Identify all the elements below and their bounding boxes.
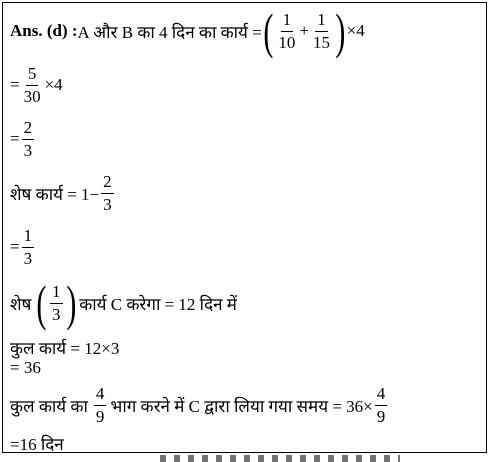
- numerator: 1: [281, 10, 294, 32]
- times-four: ×4: [44, 75, 63, 95]
- numerator: 1: [315, 10, 328, 32]
- remaining-work-text: शेष कार्य = 1−: [10, 184, 100, 204]
- right-paren: ): [335, 3, 346, 59]
- fraction-work-text: कुल कार्य का: [10, 396, 88, 416]
- fraction-1-10: [276, 10, 297, 52]
- fraction-5-30: [22, 64, 43, 106]
- numerator: 1: [50, 282, 63, 304]
- numerator: 5: [26, 64, 39, 86]
- left-paren: (: [36, 275, 47, 331]
- left-paren: (: [263, 3, 274, 59]
- time-taken-text: भाग करने में C द्वारा लिया गया समय = 36×: [110, 396, 373, 416]
- line-8: [10, 358, 41, 378]
- line-2: [10, 64, 63, 106]
- fraction-1-15: [311, 10, 332, 52]
- line-1-text: A और B का 4 दिन का कार्य =: [77, 22, 262, 42]
- denominator: 3: [52, 304, 61, 324]
- line-1: [10, 3, 365, 59]
- fraction-2-3: [22, 118, 35, 160]
- denominator: 15: [313, 32, 331, 52]
- denominator: 3: [103, 194, 112, 214]
- line-9: [10, 384, 389, 426]
- final-answer: =16 दिन: [10, 435, 64, 454]
- line-7: [10, 336, 119, 359]
- c-will-do-text: कार्य C करेगा = 12 दिन में: [79, 294, 237, 314]
- fraction-4-9: [94, 384, 107, 426]
- numerator: 4: [375, 384, 388, 406]
- numerator: 2: [22, 118, 35, 140]
- denominator: 9: [95, 406, 105, 426]
- fraction-2-3: [101, 172, 114, 214]
- line-5: [10, 226, 36, 268]
- numerator: 2: [101, 172, 114, 194]
- equals: =: [10, 237, 20, 257]
- line-3: [10, 118, 36, 160]
- total-work-text: कुल कार्य = 12×3: [10, 339, 120, 358]
- equals: =: [10, 75, 20, 95]
- right-paren: ): [65, 275, 76, 331]
- denominator: 3: [23, 248, 33, 268]
- answer-label: Ans. (d) :: [10, 21, 78, 40]
- denominator: 30: [23, 86, 41, 106]
- cut-off-text-fragment: [160, 455, 400, 462]
- line-10: [10, 432, 64, 455]
- fraction-1-3: [22, 226, 35, 268]
- fraction-4-9: [375, 384, 388, 426]
- plus-sign: +: [299, 21, 310, 40]
- fraction-1-3: [50, 282, 63, 324]
- numerator: 4: [94, 384, 107, 406]
- line-4: [10, 172, 116, 214]
- equals: =: [10, 129, 20, 149]
- equals-36: = 36: [10, 358, 41, 377]
- numerator: 1: [22, 226, 35, 248]
- times-four: ×4: [346, 21, 365, 40]
- denominator: 3: [23, 140, 33, 160]
- denominator: 9: [376, 406, 386, 426]
- denominator: 10: [278, 32, 296, 52]
- line-6: [10, 275, 237, 331]
- remaining-label: शेष: [10, 294, 32, 314]
